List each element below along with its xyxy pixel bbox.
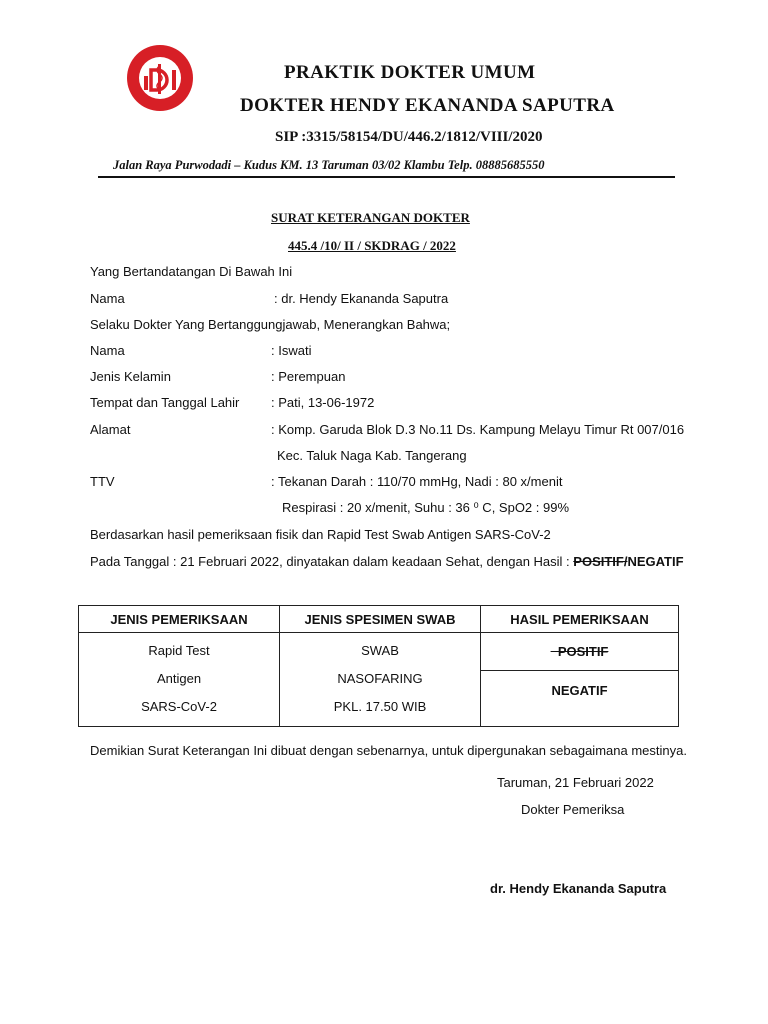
result-negative-cell xyxy=(481,671,679,727)
field-label: Alamat xyxy=(90,422,131,437)
ttv-line-2: Respirasi : 20 x/menit, Suhu : 36 ⁰ C, SpO2 : 99% xyxy=(282,500,570,515)
result-negative-text: NEGATIF xyxy=(551,683,608,698)
clinic-address: Jalan Raya Purwodadi – Kudus KM. 13 Taruman 03/02 Klambu Telp. 08885685550 xyxy=(113,158,545,172)
table-header: JENIS PEMERIKSAAN xyxy=(79,606,280,633)
field-value: : Komp. Garuda Blok D.3 No.11 Ds. Kampung Melayu Timur Rt 007/016 xyxy=(271,422,685,437)
field-label: Jenis Kelamin xyxy=(90,369,171,384)
field-label: Nama xyxy=(90,343,125,358)
signer-value: : dr. Hendy Ekananda Saputra xyxy=(274,291,449,306)
ttv-label: TTV xyxy=(90,474,115,489)
basis-text: Berdasarkan hasil pemeriksaan fisik dan Rapid Test Swab Antigen SARS-CoV-2 xyxy=(90,527,551,542)
intro-text: Yang Bertandatangan Di Bawah Ini xyxy=(90,264,293,279)
place-date: Taruman, 21 Februari 2022 xyxy=(497,775,654,790)
specimen-line: PKL. 17.50 WIB xyxy=(333,698,427,714)
exam-type-line: Antigen xyxy=(156,670,202,686)
results-table xyxy=(78,605,679,727)
exam-type-line: Rapid Test xyxy=(148,642,210,658)
doc-title: SURAT KETERANGAN DOKTER xyxy=(271,210,470,225)
doc-number: 445.4 /10/ II / SKDRAG / 2022 xyxy=(288,238,456,253)
table-header-row xyxy=(79,606,679,633)
table-row xyxy=(79,633,679,671)
address-continuation: Kec. Taluk Naga Kab. Tangerang xyxy=(277,448,467,463)
sip-number: SIP :3315/58154/DU/446.2/1812/VIII/2020 xyxy=(275,129,543,145)
table-header: HASIL PEMERIKSAAN xyxy=(481,606,679,633)
signer-name: dr. Hendy Ekananda Saputra xyxy=(490,881,667,896)
field-value: : Pati, 13-06-1972 xyxy=(271,395,375,410)
result-prefix: Pada Tanggal : 21 Februari 2022, dinyatakan dalam keadaan Sehat, dengan Hasil : xyxy=(90,554,574,569)
specimen-cell xyxy=(280,633,481,727)
field-value: : Iswati xyxy=(271,343,312,358)
result-positive-text: POSITIF xyxy=(550,644,609,659)
result-positive-cell xyxy=(481,633,679,671)
signer-label: Nama xyxy=(90,291,125,306)
table-header: JENIS SPESIMEN SWAB xyxy=(280,606,481,633)
field-label: Tempat dan Tanggal Lahir xyxy=(90,395,240,410)
exam-type-line: SARS-CoV-2 xyxy=(141,698,217,714)
specimen-line: SWAB xyxy=(361,642,399,658)
doctor-name-header: DOKTER HENDY EKANANDA SAPUTRA xyxy=(240,95,615,116)
result-sentence xyxy=(90,554,684,569)
specimen-line: NASOFARING xyxy=(337,670,423,686)
signer-role: Dokter Pemeriksa xyxy=(521,802,625,817)
idi-logo xyxy=(124,42,196,114)
closing-text: Demikian Surat Keterangan Ini dibuat dengan sebenarnya, untuk dipergunakan sebagaimana mestinya. xyxy=(90,743,687,758)
clinic-name: PRAKTIK DOKTER UMUM xyxy=(284,62,536,83)
header-divider xyxy=(98,176,675,178)
result-positive-struck: POSITIF/ xyxy=(573,554,628,569)
exam-type-cell xyxy=(79,633,280,727)
ttv-line-1: : Tekanan Darah : 110/70 mmHg, Nadi : 80 x/menit xyxy=(271,474,563,489)
statement-text: Selaku Dokter Yang Bertanggungjawab, Menerangkan Bahwa; xyxy=(90,317,451,332)
result-negative: NEGATIF xyxy=(627,554,684,569)
field-value: : Perempuan xyxy=(271,369,346,384)
